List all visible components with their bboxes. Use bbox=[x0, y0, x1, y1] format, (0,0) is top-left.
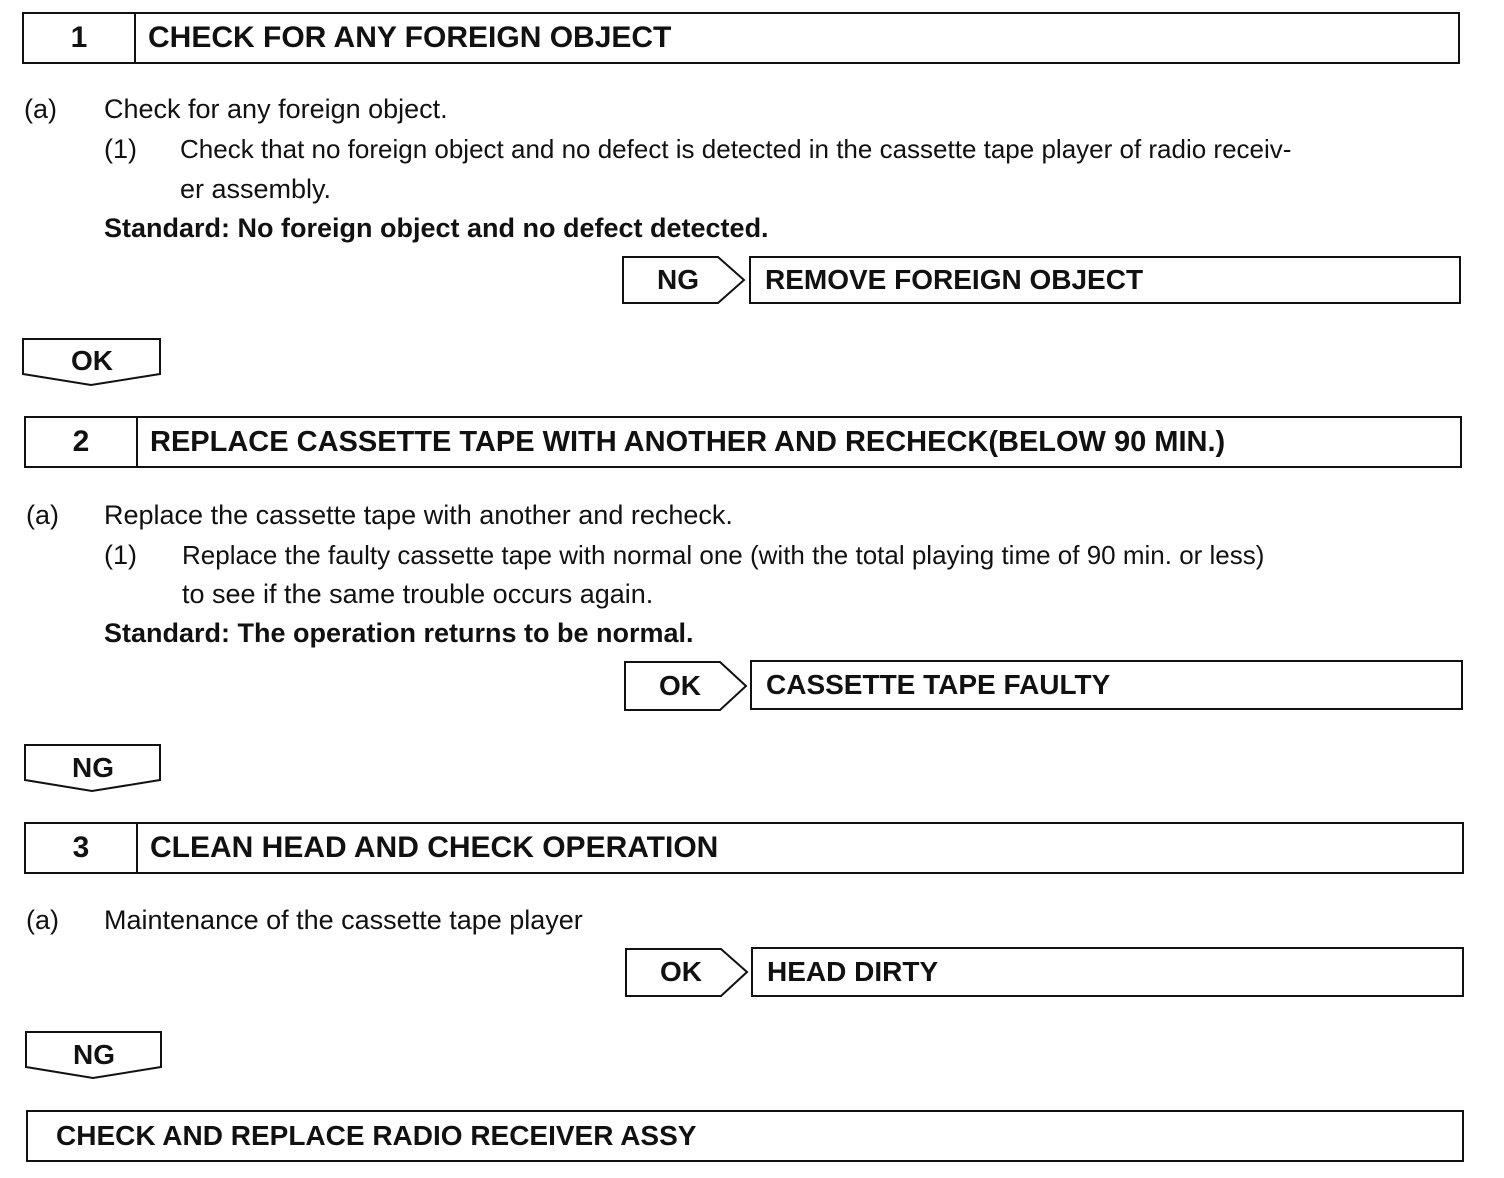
step-3-ng-label: NG bbox=[73, 1039, 115, 1070]
step-1-sub-line2: er assembly. bbox=[180, 174, 332, 204]
step-2-header bbox=[24, 416, 1462, 468]
step-3-title: CLEAN HEAD AND CHECK OPERATION bbox=[150, 831, 719, 864]
step-1-item-a-text: Check for any foreign object. bbox=[104, 94, 448, 124]
step-1-number: 1 bbox=[24, 14, 136, 62]
step-1-header bbox=[22, 12, 1460, 64]
step-3-ok-result: HEAD DIRTY bbox=[751, 947, 1464, 997]
step-2-sub-marker: (1) bbox=[104, 540, 137, 570]
step-3-ok-label: OK bbox=[660, 956, 702, 987]
step-2-standard: Standard: The operation returns to be normal. bbox=[104, 618, 694, 648]
step-2-ok-result: CASSETTE TAPE FAULTY bbox=[750, 660, 1463, 710]
final-action-box: CHECK AND REPLACE RADIO RECEIVER ASSY bbox=[26, 1110, 1464, 1162]
step-3-header bbox=[24, 822, 1464, 874]
step-2-item-a-marker: (a) bbox=[26, 500, 59, 530]
step-1-title: CHECK FOR ANY FOREIGN OBJECT bbox=[148, 21, 672, 54]
step-1-standard: Standard: No foreign object and no defect detected. bbox=[104, 213, 769, 243]
step-2-title: REPLACE CASSETTE TAPE WITH ANOTHER AND RECHECK(BELOW 90 MIN.) bbox=[150, 425, 1226, 458]
step-1-ng-label: NG bbox=[657, 264, 699, 295]
step-1-ng-result: REMOVE FOREIGN OBJECT bbox=[749, 256, 1461, 304]
step-2-ng-label: NG bbox=[72, 752, 114, 783]
step-3-number: 3 bbox=[26, 824, 138, 872]
step-1-ok-label: OK bbox=[71, 345, 113, 376]
step-2-item-a-text: Replace the cassette tape with another and recheck. bbox=[104, 500, 733, 530]
step-1-sub-marker: (1) bbox=[104, 134, 137, 164]
step-2-number: 2 bbox=[26, 418, 138, 466]
step-1-sub-line1: Check that no foreign object and no defect is detected in the cassette tape player of radio receiv- bbox=[180, 134, 1292, 164]
step-3-item-a-marker: (a) bbox=[26, 905, 59, 935]
step-2-sub-line2: to see if the same trouble occurs again. bbox=[182, 579, 654, 609]
step-1-item-a-marker: (a) bbox=[24, 94, 57, 124]
step-3-item-a-text: Maintenance of the cassette tape player bbox=[104, 905, 583, 935]
step-2-sub-line1: Replace the faulty cassette tape with normal one (with the total playing time of 90 min. or less) bbox=[182, 540, 1265, 570]
step-2-ok-label: OK bbox=[659, 670, 701, 701]
